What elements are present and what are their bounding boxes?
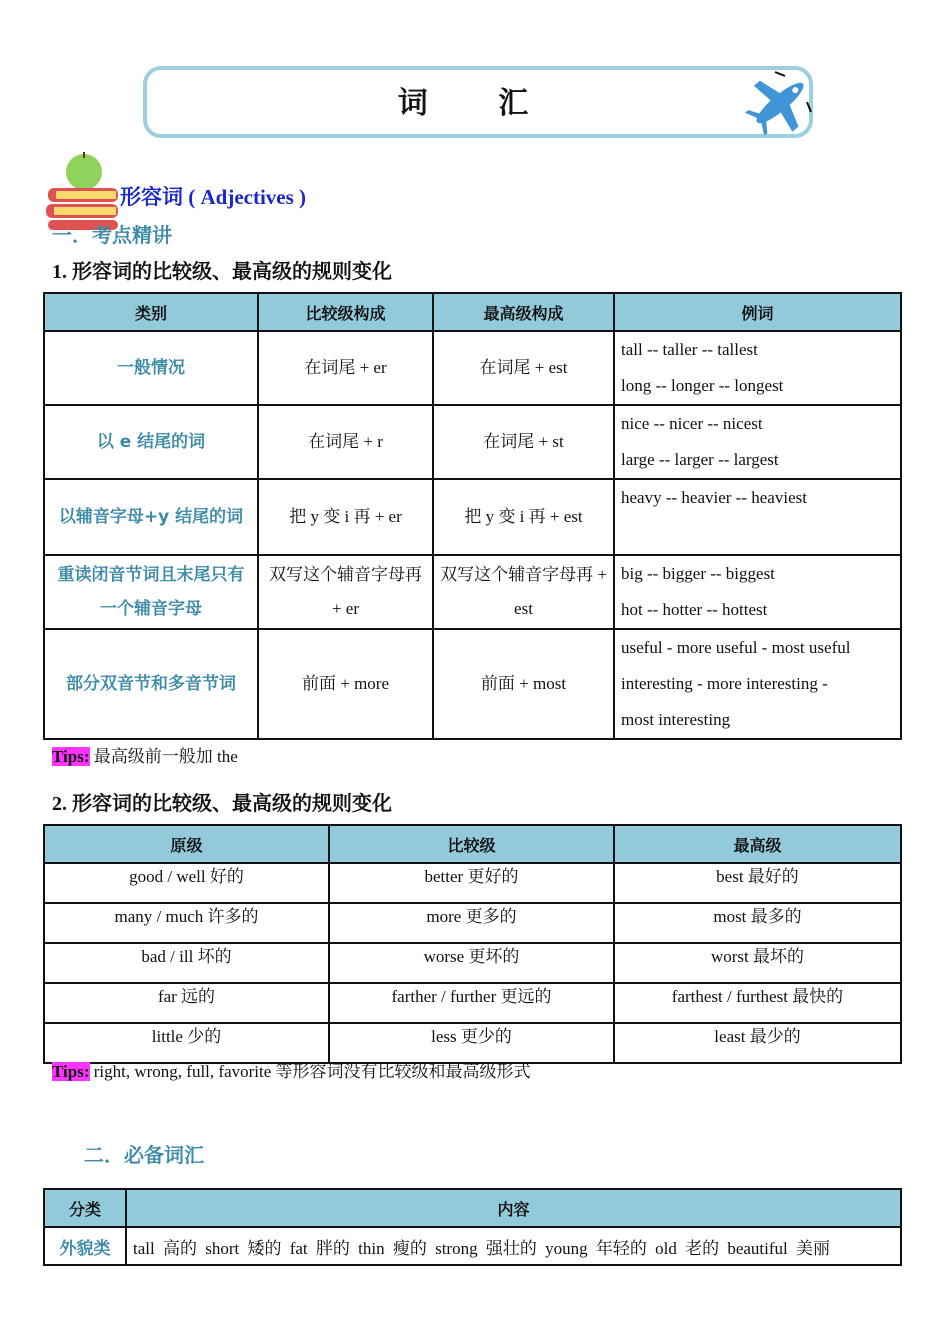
row-superlative: 前面 + most [433, 629, 614, 739]
table-row [44, 555, 901, 629]
row-category: 一般情况 [44, 331, 258, 405]
example-line: tall -- taller -- tallest [621, 340, 758, 359]
adjectives-heading: 形容词 ( Adjectives ) [120, 185, 307, 209]
cell-base: bad / ill 坏的 [44, 943, 329, 983]
table-row [44, 863, 901, 903]
sub1-heading: 1. 形容词的比较级、最高级的规则变化 [52, 261, 392, 283]
tips-text: 最高级前一般加 the [89, 747, 238, 766]
example-line: nice -- nicer -- nicest [621, 414, 763, 433]
row-category: 重读闭音节词且末尾只有一个辅音字母 [44, 555, 258, 629]
irregular-forms-table [43, 824, 902, 1064]
section1-heading: 一．考点精讲 [52, 223, 172, 247]
row-examples [614, 331, 901, 405]
example-line: big -- bigger -- biggest [621, 564, 775, 583]
cell-superlative: least 最少的 [614, 1023, 901, 1063]
table-row [44, 983, 901, 1023]
header-comparative: 比较级构成 [258, 293, 433, 331]
cell-superlative: worst 最坏的 [614, 943, 901, 983]
table-header-row [44, 1189, 901, 1227]
row-category: 以 e 结尾的词 [44, 405, 258, 479]
page-title: 词 汇 [397, 86, 559, 121]
cell-base: far 远的 [44, 983, 329, 1023]
cell-superlative: best 最好的 [614, 863, 901, 903]
cell-superlative: most 最多的 [614, 903, 901, 943]
table-row [44, 629, 901, 739]
cell-comparative: farther / further 更远的 [329, 983, 614, 1023]
section2-heading: 二．必备词汇 [84, 1143, 204, 1167]
cell-comparative: worse 更坏的 [329, 943, 614, 983]
header-superlative: 最高级 [614, 825, 901, 863]
airplane-icon [745, 68, 815, 138]
table-header-row [44, 825, 901, 863]
row-category: 以辅音字母+y 结尾的词 [44, 479, 258, 555]
vocabulary-table [43, 1188, 902, 1266]
row-comparative: 在词尾 + r [258, 405, 433, 479]
table-row [44, 405, 901, 479]
row-superlative: 在词尾 + est [433, 331, 614, 405]
header-comparative: 比较级 [329, 825, 614, 863]
row-category: 外貌类 [44, 1227, 126, 1265]
header-content: 内容 [126, 1189, 901, 1227]
header-examples: 例词 [614, 293, 901, 331]
row-examples [614, 629, 901, 739]
row-superlative: 在词尾 + st [433, 405, 614, 479]
row-examples [614, 555, 901, 629]
tips-note-1 [52, 742, 238, 767]
header-category: 类别 [44, 293, 258, 331]
table-row [44, 943, 901, 983]
tips-text: right, wrong, full, favorite 等形容词没有比较级和最高级形式 [89, 1062, 531, 1081]
row-superlative: 双写这个辅音字母再 + est [433, 555, 614, 629]
row-category: 部分双音节和多音节词 [44, 629, 258, 739]
title-banner [143, 66, 813, 138]
example-line: long -- longer -- longest [621, 376, 784, 395]
table-row [44, 479, 901, 555]
example-line: interesting - more interesting - [621, 674, 828, 693]
header-superlative: 最高级构成 [433, 293, 614, 331]
header-category: 分类 [44, 1189, 126, 1227]
example-line: large -- larger -- largest [621, 450, 779, 469]
cell-superlative: farthest / furthest 最快的 [614, 983, 901, 1023]
example-line: most interesting [621, 710, 731, 729]
example-line: hot -- hotter -- hottest [621, 600, 768, 619]
example-line: heavy -- heavier -- heaviest [621, 488, 807, 507]
row-examples [614, 405, 901, 479]
cell-comparative: more 更多的 [329, 903, 614, 943]
cell-comparative: less 更少的 [329, 1023, 614, 1063]
cell-comparative: better 更好的 [329, 863, 614, 903]
sub2-heading: 2. 形容词的比较级、最高级的规则变化 [52, 793, 392, 815]
header-base: 原级 [44, 825, 329, 863]
tips-note-2 [52, 1057, 531, 1082]
table-header-row [44, 293, 901, 331]
tips-tag: Tips: [52, 747, 90, 766]
example-line: useful - more useful - most useful [621, 638, 851, 657]
row-comparative: 把 y 变 i 再 + er [258, 479, 433, 555]
cell-base: many / much 许多的 [44, 903, 329, 943]
cell-base: little 少的 [44, 1023, 329, 1063]
row-superlative: 把 y 变 i 再 + est [433, 479, 614, 555]
row-comparative: 在词尾 + er [258, 331, 433, 405]
comparative-rules-table [43, 292, 902, 740]
cell-base: good / well 好的 [44, 863, 329, 903]
row-examples [614, 479, 901, 555]
table-row [44, 903, 901, 943]
row-content: tall 高的 short 矮的 fat 胖的 thin 瘦的 strong 强壮的 young 年轻的 old 老的 beautiful 美丽 [126, 1227, 901, 1265]
row-comparative: 双写这个辅音字母再 + er [258, 555, 433, 629]
table-row [44, 331, 901, 405]
tips-tag: Tips: [52, 1062, 90, 1081]
row-comparative: 前面 + more [258, 629, 433, 739]
table-row [44, 1227, 901, 1265]
